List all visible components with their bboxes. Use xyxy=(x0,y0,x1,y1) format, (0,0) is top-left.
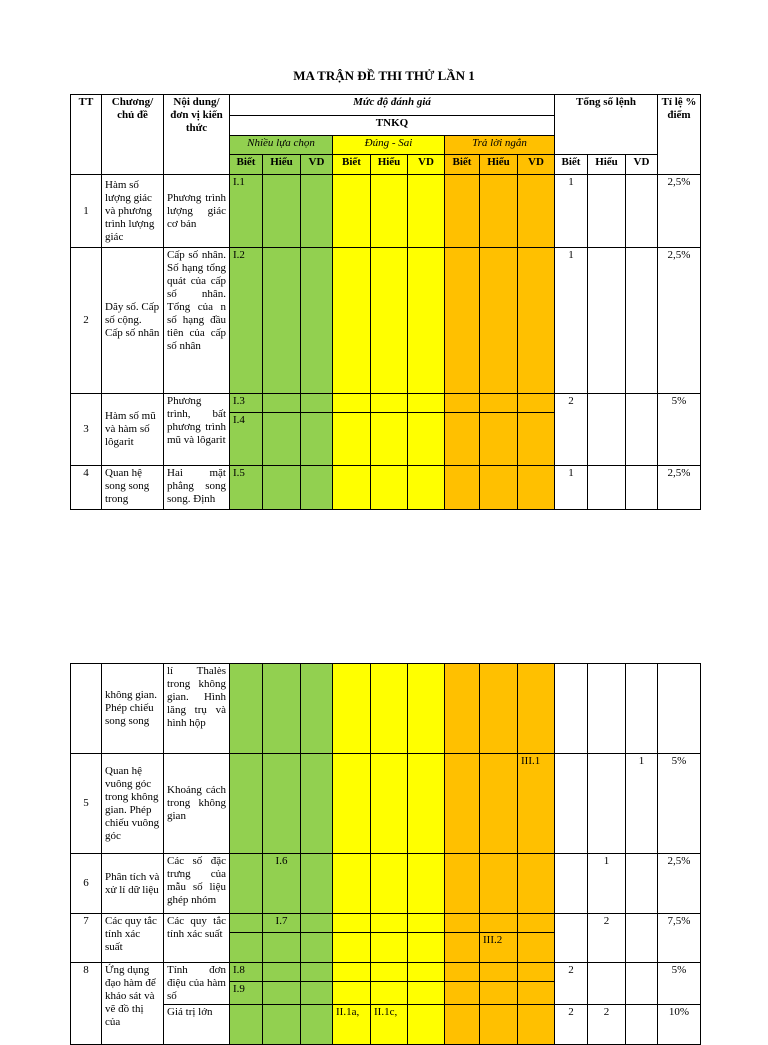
header-biet: Biết xyxy=(230,155,263,175)
cell-ti-le: 5% xyxy=(658,963,701,1005)
cell-tong-biet: 2 xyxy=(555,394,588,466)
row-tt: 3 xyxy=(71,394,102,466)
row-tt: 8 xyxy=(71,963,102,1045)
row-tt: 2 xyxy=(71,248,102,394)
cell-ti-le: 7,5% xyxy=(658,914,701,963)
row-chuong: Hàm số lượng giác và phương trình lượng giác xyxy=(102,175,164,248)
row-noidung: Phương trình lượng giác cơ bản xyxy=(164,175,230,248)
cell-question-code: II.1a, xyxy=(333,1005,371,1045)
header-vd: VD xyxy=(518,155,555,175)
header-vd: VD xyxy=(626,155,658,175)
matrix-table-part-1 xyxy=(70,94,701,510)
cell-tong-biet: 2 xyxy=(555,963,588,1005)
header-biet: Biết xyxy=(555,155,588,175)
row-tt: 5 xyxy=(71,754,102,854)
row-noidung: Tính đơn điệu của hàm số xyxy=(164,963,230,1005)
cell-tong-biet: 1 xyxy=(555,175,588,248)
header-nhieu-lua-chon: Nhiều lựa chọn xyxy=(230,136,333,155)
cell-tong-hieu: 2 xyxy=(588,914,626,963)
header-tong-so-lenh: Tổng số lệnh xyxy=(555,95,658,155)
row-noidung: Các quy tắc tính xác suất xyxy=(164,914,230,963)
cell-question-code: III.1 xyxy=(518,754,555,854)
cell-question-code: II.1c, xyxy=(371,1005,408,1045)
cell-tong-hieu: 1 xyxy=(588,854,626,914)
cell-question-code: I.2 xyxy=(230,248,263,394)
cell-question-code: I.7 xyxy=(263,914,301,933)
table-row xyxy=(71,248,701,394)
header-dung-sai: Đúng - Sai xyxy=(333,136,445,155)
row-chuong: không gian. Phép chiếu song song xyxy=(102,664,164,754)
cell-question-code: III.2 xyxy=(480,933,518,963)
table-row xyxy=(71,175,701,248)
cell-question-code: I.1 xyxy=(230,175,263,248)
header-hieu: Hiểu xyxy=(588,155,626,175)
row-noidung: lí Thalès trong không gian. Hình lăng trụ và hình hộp xyxy=(164,664,230,754)
cell-ti-le: 5% xyxy=(658,394,701,466)
cell-tong-biet: 1 xyxy=(555,248,588,394)
row-noidung: Giá trị lớn xyxy=(164,1005,230,1045)
cell-question-code: I.5 xyxy=(230,466,263,510)
row-tt: 1 xyxy=(71,175,102,248)
row-tt: 4 xyxy=(71,466,102,510)
page-title: MA TRẬN ĐỀ THI THỬ LẦN 1 xyxy=(293,68,475,83)
row-noidung: Khoảng cách trong không gian xyxy=(164,754,230,854)
table-row xyxy=(71,854,701,914)
header-hieu: Hiểu xyxy=(480,155,518,175)
table-row xyxy=(71,466,701,510)
cell-tong-biet: 1 xyxy=(555,466,588,510)
table-row xyxy=(71,754,701,854)
header-vd: VD xyxy=(408,155,445,175)
row-chuong: Ứng dụng đạo hàm để khảo sát và vẽ đồ thị của xyxy=(102,963,164,1045)
header-biet: Biết xyxy=(445,155,480,175)
header-muc-do: Mức độ đánh giá xyxy=(230,95,555,116)
cell-question-code: I.4 xyxy=(230,413,263,466)
row-tt: 6 xyxy=(71,854,102,914)
row-tt: 7 xyxy=(71,914,102,963)
cell-ti-le: 10% xyxy=(658,1005,701,1045)
row-chuong: Hàm số mũ và hàm số lôgarit xyxy=(102,394,164,466)
cell-ti-le: 2,5% xyxy=(658,854,701,914)
cell-tong-vd: 1 xyxy=(626,754,658,854)
cell-ti-le: 5% xyxy=(658,754,701,854)
header-vd: VD xyxy=(301,155,333,175)
row-noidung: Các số đặc trưng của mẫu số liệu ghép nhóm xyxy=(164,854,230,914)
row-chuong: Các quy tắc tính xác suất xyxy=(102,914,164,963)
matrix-table-part-2 xyxy=(70,663,701,1045)
table-row xyxy=(71,963,701,982)
row-chuong: Phân tích và xử lí dữ liệu xyxy=(102,854,164,914)
cell-question-code: I.9 xyxy=(230,982,263,1005)
header-tnkq: TNKQ xyxy=(230,116,555,136)
header-chuong: Chương/ chủ đề xyxy=(102,95,164,175)
row-chuong: Dãy số. Cấp số cộng. Cấp số nhân xyxy=(102,248,164,394)
table-row xyxy=(71,914,701,933)
table-row xyxy=(71,664,701,754)
table-row xyxy=(71,394,701,413)
row-noidung: Phương trình, bất phương trình mũ và lôgarit xyxy=(164,394,230,466)
header-ti-le: Tỉ lệ % điểm xyxy=(658,95,701,175)
cell-ti-le: 2,5% xyxy=(658,248,701,394)
cell-ti-le: 2,5% xyxy=(658,175,701,248)
header-biet: Biết xyxy=(333,155,371,175)
cell-ti-le: 2,5% xyxy=(658,466,701,510)
cell-question-code: I.8 xyxy=(230,963,263,982)
table-row xyxy=(71,1005,701,1045)
header-hieu: Hiểu xyxy=(263,155,301,175)
row-noidung: Cấp số nhân. Số hạng tổng quát của cấp số nhân. Tổng của n số hạng đầu tiên của cấp số nhân xyxy=(164,248,230,394)
header-hieu: Hiểu xyxy=(371,155,408,175)
cell-question-code: I.6 xyxy=(263,854,301,914)
cell-question-code: I.3 xyxy=(230,394,263,413)
cell-tong-hieu: 2 xyxy=(588,1005,626,1045)
header-tt: TT xyxy=(71,95,102,175)
header-tra-loi-ngan: Trả lời ngắn xyxy=(445,136,555,155)
row-chuong: Quan hệ vuông góc trong không gian. Phép chiếu vuông góc xyxy=(102,754,164,854)
header-noidung: Nội dung/đơn vị kiến thức xyxy=(164,95,230,175)
cell-tong-biet: 2 xyxy=(555,1005,588,1045)
row-noidung: Hai mặt phẳng song song. Định xyxy=(164,466,230,510)
row-chuong: Quan hệ song song trong xyxy=(102,466,164,510)
